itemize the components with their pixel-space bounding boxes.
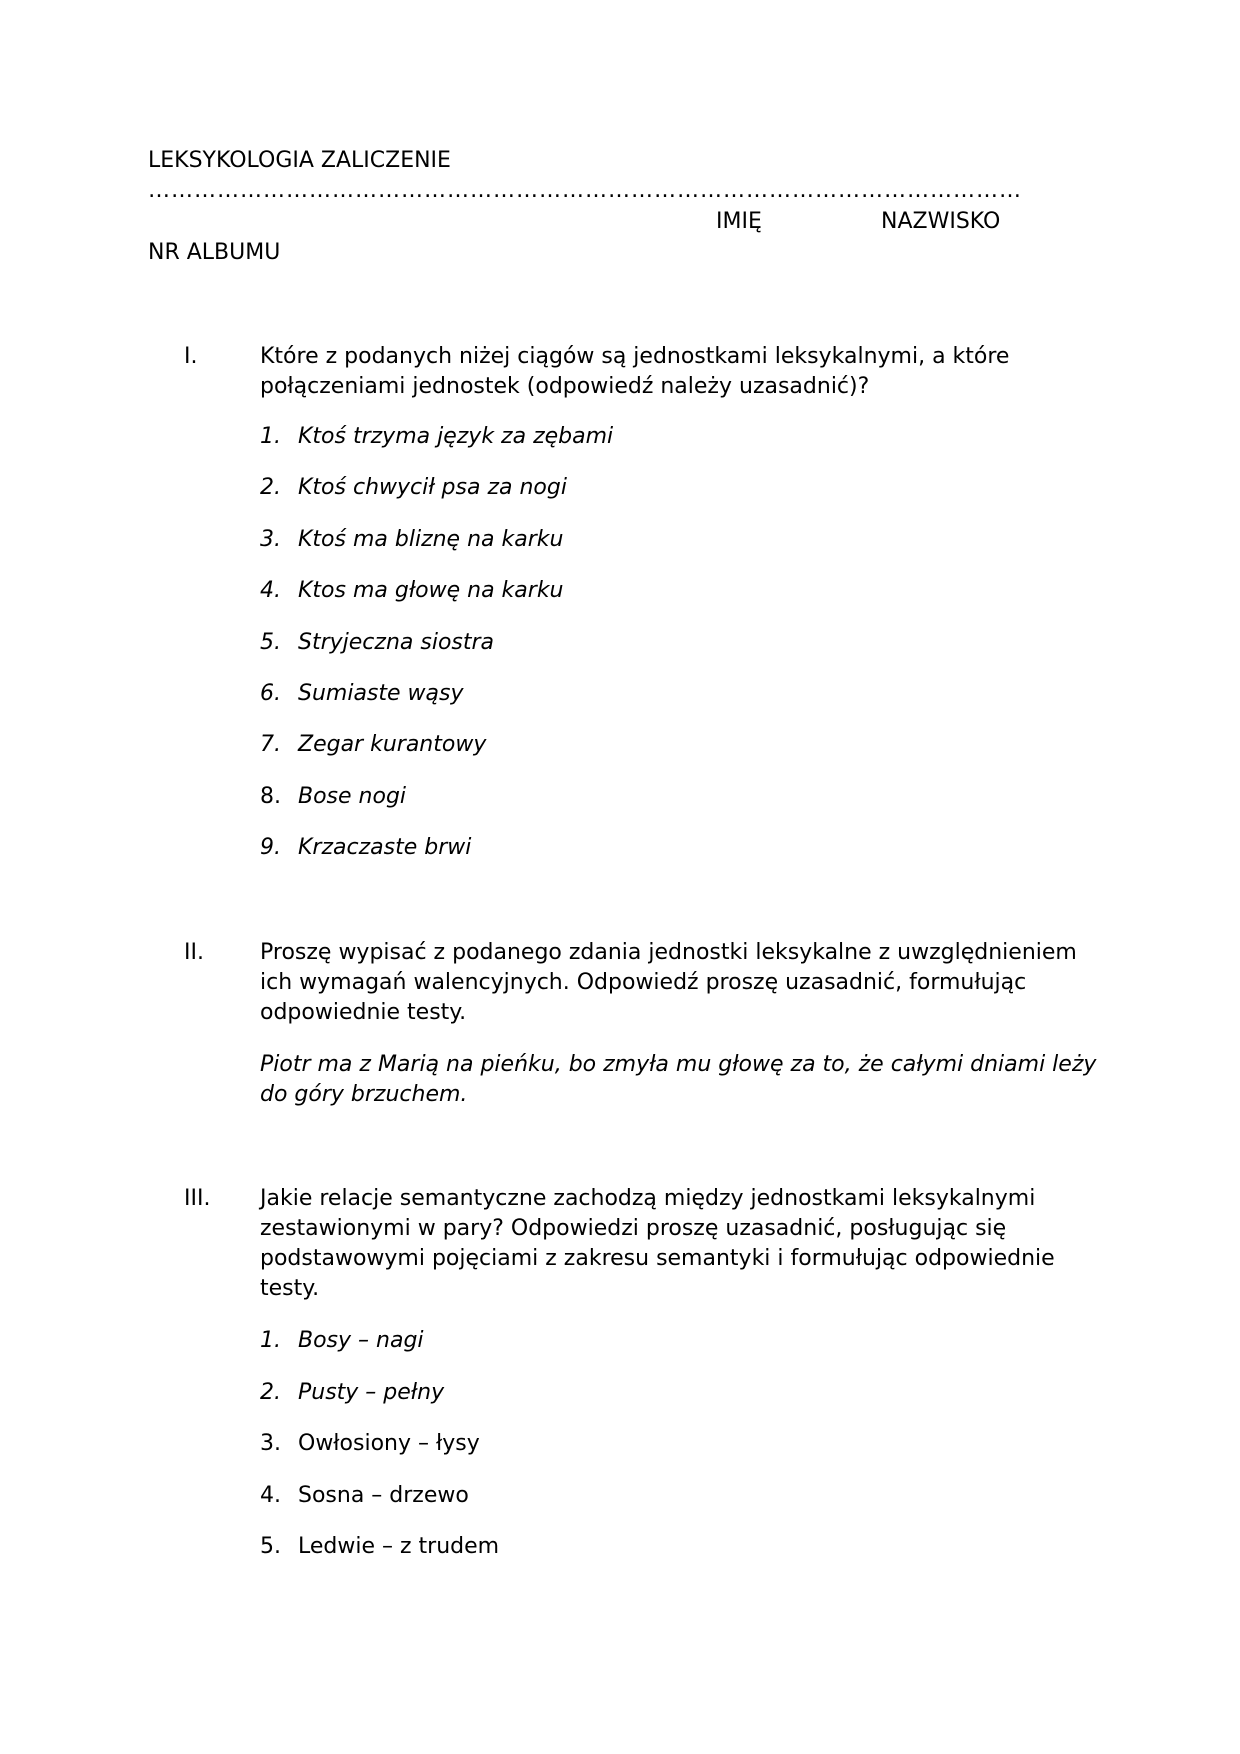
item-text: Ledwie – z trudem bbox=[298, 1534, 500, 1559]
list-item bbox=[260, 1481, 469, 1511]
item-text: Zegar kurantowy bbox=[298, 732, 487, 757]
section-numeral-3: III. bbox=[184, 1186, 211, 1211]
item-text: Owłosiony – łysy bbox=[298, 1431, 480, 1456]
item-number: 3. bbox=[260, 1431, 281, 1456]
item-number: 4. bbox=[260, 578, 281, 603]
list-item bbox=[260, 1532, 499, 1562]
item-text: Ktoś trzyma język za zębami bbox=[298, 424, 614, 449]
item-text: Ktoś ma bliznę na karku bbox=[298, 527, 564, 552]
item-number: 1. bbox=[260, 424, 281, 449]
list-item bbox=[260, 730, 486, 760]
item-number: 2. bbox=[260, 1380, 281, 1405]
item-text: Pusty – pełny bbox=[298, 1380, 445, 1405]
list-item bbox=[260, 833, 471, 863]
section-numeral-1: I. bbox=[184, 344, 198, 369]
list-item bbox=[260, 473, 567, 503]
list-item bbox=[260, 628, 494, 658]
item-number: 5. bbox=[260, 630, 281, 655]
first-name-label: IMIĘ bbox=[716, 209, 762, 234]
section-numeral-2: II. bbox=[184, 940, 204, 965]
item-number: 7. bbox=[260, 732, 281, 757]
list-item bbox=[260, 525, 563, 555]
list-item bbox=[260, 1378, 444, 1408]
item-number: 8. bbox=[260, 784, 281, 809]
list-item bbox=[260, 1429, 480, 1459]
last-name-label: NAZWISKO bbox=[881, 209, 1001, 234]
section-2-example-sentence: Piotr ma z Marią na pieńku, bo zmyła mu głowę za to, że całymi dniami leży do góry brzuchem. bbox=[260, 1052, 1097, 1107]
list-item bbox=[260, 1326, 424, 1356]
item-number: 5. bbox=[260, 1534, 281, 1559]
item-text: Stryjeczna siostra bbox=[298, 630, 495, 655]
item-text: Ktos ma głowę na karku bbox=[298, 578, 564, 603]
list-item bbox=[260, 576, 564, 606]
section-3-question: Jakie relacje semantyczne zachodzą między jednostkami leksykalnymi zestawionymi w pary? Odpowiedzi proszę uzasadnić, posługując się podstawowymi pojęciami z zakresu semantyki i formułując odpowiednie testy. bbox=[260, 1186, 1055, 1301]
list-item bbox=[260, 679, 464, 709]
item-text: Krzaczaste brwi bbox=[298, 835, 472, 860]
section-2-question: Proszę wypisać z podanego zdania jednostki leksykalne z uwzględnieniem ich wymagań walencyjnych. Odpowiedź proszę uzasadnić, formułując odpowiednie testy. bbox=[260, 940, 1077, 1025]
item-text: Bosy – nagi bbox=[298, 1328, 424, 1353]
item-number: 4. bbox=[260, 1483, 281, 1508]
list-item bbox=[260, 422, 613, 452]
list-item bbox=[260, 782, 406, 812]
section-1-question: Które z podanych niżej ciągów są jednostkami leksykalnymi, a które połączeniami jednostek (odpowiedź należy uzasadnić)? bbox=[260, 344, 1010, 399]
item-number: 2. bbox=[260, 475, 281, 500]
item-text: Bose nogi bbox=[298, 784, 407, 809]
name-fill-line: …………………………………………………………………………………………………… bbox=[148, 178, 1022, 203]
album-number-label: NR ALBUMU bbox=[148, 240, 281, 265]
item-number: 6. bbox=[260, 681, 281, 706]
item-text: Sumiaste wąsy bbox=[298, 681, 464, 706]
item-text: Ktoś chwycił psa za nogi bbox=[298, 475, 567, 500]
item-number: 3. bbox=[260, 527, 281, 552]
item-number: 9. bbox=[260, 835, 281, 860]
document-title: LEKSYKOLOGIA ZALICZENIE bbox=[148, 148, 451, 173]
item-number: 1. bbox=[260, 1328, 281, 1353]
item-text: Sosna – drzewo bbox=[298, 1483, 469, 1508]
